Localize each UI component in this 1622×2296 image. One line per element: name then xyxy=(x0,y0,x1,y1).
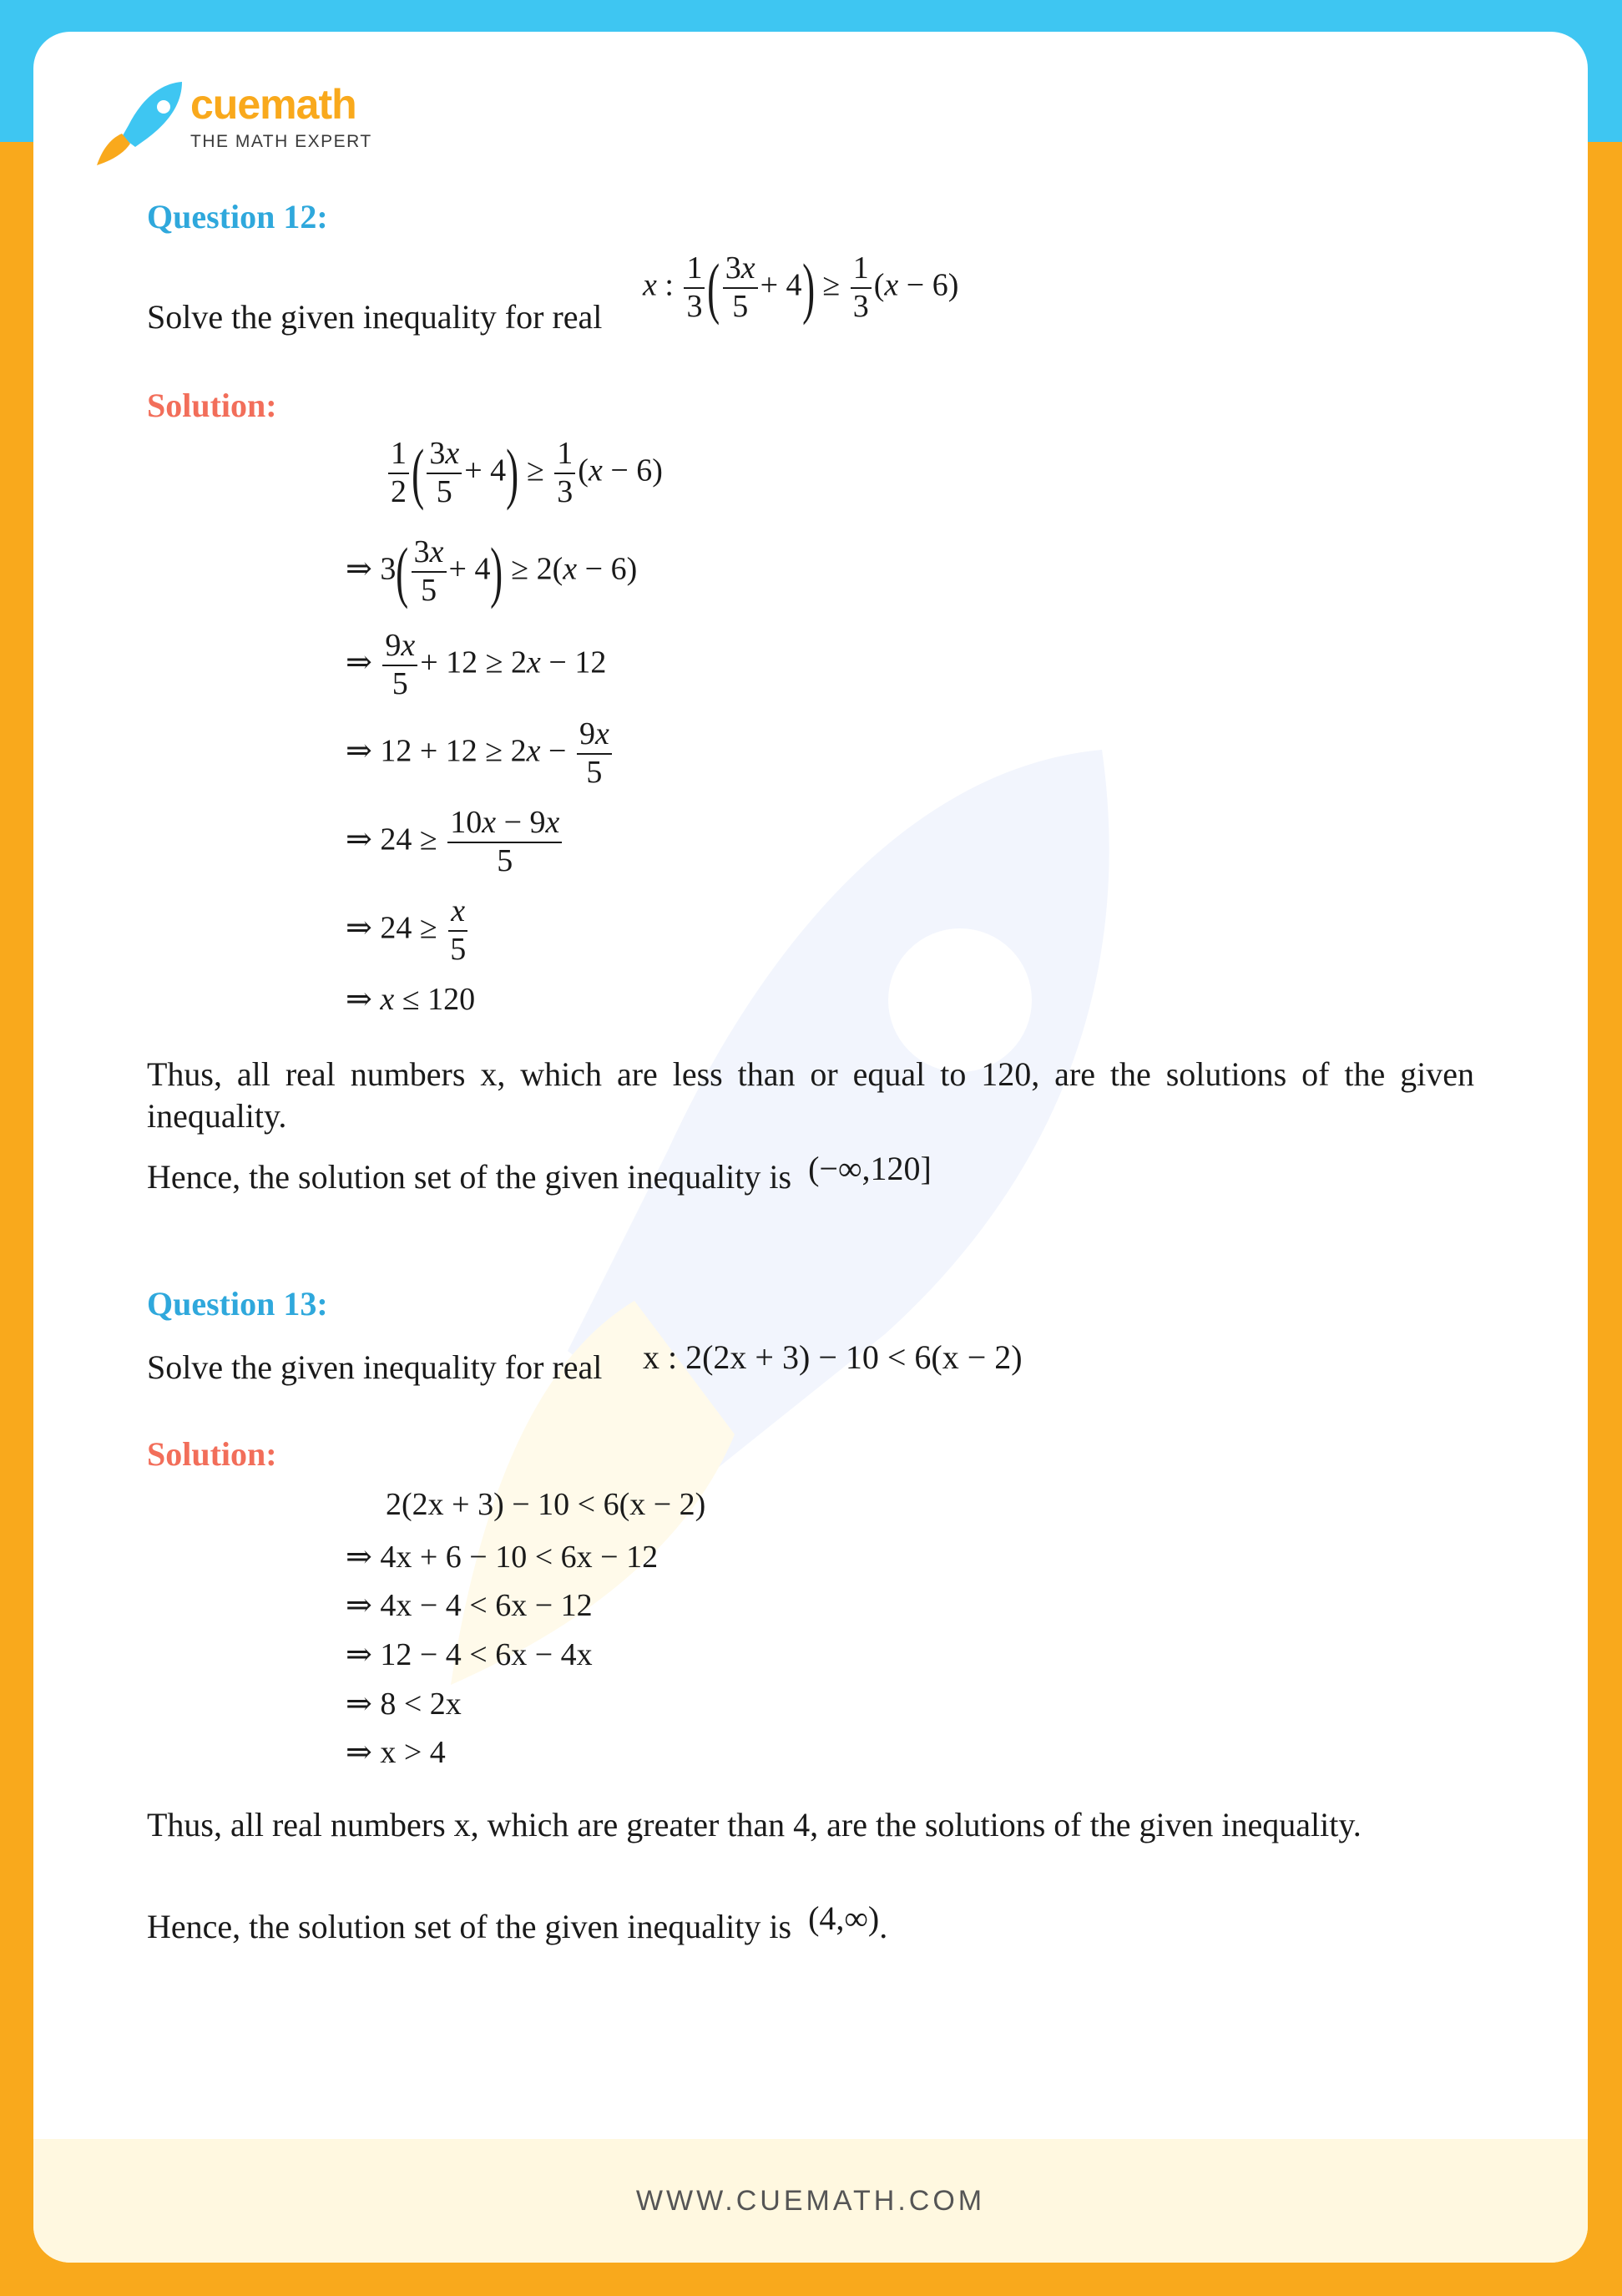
question-13-solution-heading: Solution: xyxy=(147,1435,277,1473)
q12-step-4: ⇒ 12 + 12 ≥ 2x − $\frac{9x}{5}$ xyxy=(346,716,614,791)
question-13-answer-line xyxy=(147,1899,888,1946)
question-12-answer-line xyxy=(147,1150,932,1196)
q13-step-5: ⇒ 8 < 2x xyxy=(346,1687,462,1722)
q13-step-4: ⇒ 12 − 4 < 6x − 4x xyxy=(346,1637,593,1672)
question-12-heading: Question 12: xyxy=(147,198,328,235)
question-13-conclusion: Thus, all real numbers x, which are greater than 4, are the solutions of the given inequality. xyxy=(147,1806,1362,1843)
question-13-prompt: Solve the given inequality for real xyxy=(147,1348,603,1386)
q13-step-3: ⇒ 4x − 4 < 6x − 12 xyxy=(346,1588,593,1623)
q13-step-2: ⇒ 4x + 6 − 10 < 6x − 12 xyxy=(346,1540,659,1575)
question-12-conclusion: Thus, all real numbers x, which are less than or equal to 120, are the solutions of the given inequality. xyxy=(147,1055,1474,1135)
q12-step-6: ⇒ 24 ≥ $\frac{x}{5}$ xyxy=(346,893,467,967)
question-12-prompt-math: x : $\frac{1}{3}$ ( $\frac{3x}{5}$ + 4) ≥ $\frac{1}{3}$ (x − 6) xyxy=(643,249,959,326)
q12-step-5: ⇒ 24 ≥ $\frac{10x - 9x}{5}$ xyxy=(346,805,564,879)
q12-step-3: ⇒ $\frac{9x}{5}$ + 12 ≥ 2x − 12 xyxy=(346,628,607,701)
footer-url: WWW.CUEMATH.COM xyxy=(33,2139,1588,2263)
q12-step-2: ⇒ 3( $\frac{3x}{5}$ + 4) ≥ 2(x − 6) xyxy=(346,533,638,609)
q12-step-7: ⇒ x ≤ 120 xyxy=(346,982,476,1017)
question-12-prompt: Solve the given inequality for real xyxy=(147,298,603,336)
question-13-answer-suffix: . xyxy=(879,1908,888,1945)
question-12-answer: (−∞,120] xyxy=(808,1150,932,1187)
brand-tagline: THE MATH EXPERT xyxy=(190,132,372,151)
brand-name: cuemath xyxy=(190,81,356,128)
question-12-answer-prefix: Hence, the solution set of the given inequality is xyxy=(147,1158,792,1196)
q12-step-1: $\frac{1}{2}$ ( $\frac{3x}{5}$ + 4) ≥ $\frac{1}{3}$ (x − 6) xyxy=(386,436,663,510)
question-13-heading: Question 13: xyxy=(147,1285,328,1322)
q13-step-6: ⇒ x > 4 xyxy=(346,1735,446,1770)
q13-step-1: 2(2x + 3) − 10 < 6(x − 2) xyxy=(386,1487,706,1522)
question-13-answer-prefix: Hence, the solution set of the given inequality is xyxy=(147,1908,792,1945)
question-13-answer: (4,∞) xyxy=(808,1899,880,1937)
brand-block xyxy=(190,80,372,152)
question-12-solution-heading: Solution: xyxy=(147,387,277,424)
question-13-prompt-math: x : 2(2x + 3) − 10 < 6(x − 2) xyxy=(643,1338,1023,1376)
